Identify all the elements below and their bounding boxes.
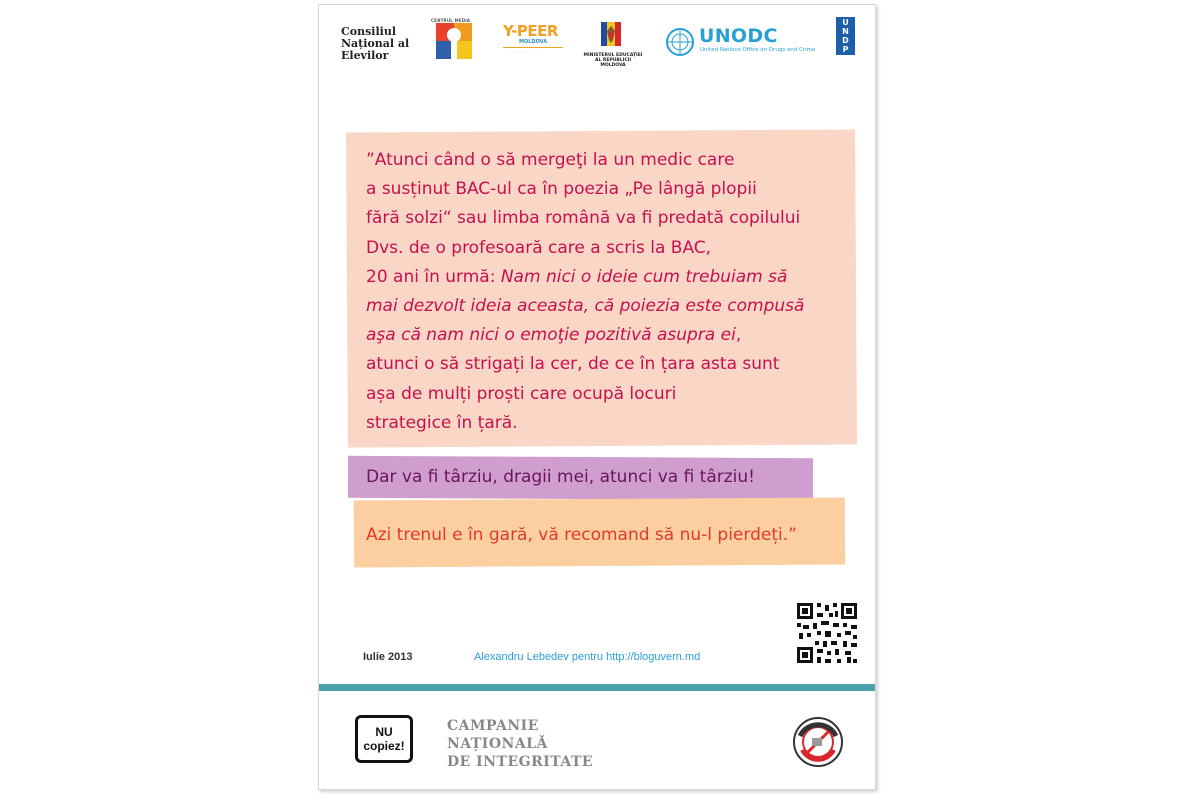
nu-copiez-line-1: NU xyxy=(375,725,393,739)
quote-line: fără solzi“ sau limba română va fi predată copilului xyxy=(366,208,801,229)
nu-copiez-line-2: copiez! xyxy=(363,739,405,753)
ministry-crest-icon xyxy=(601,22,621,52)
quote-line xyxy=(366,321,804,350)
quote-line xyxy=(366,263,804,292)
ypeer-underline xyxy=(503,47,563,48)
cne-line-3: Elevilor xyxy=(341,49,389,62)
ministry-name xyxy=(583,53,643,68)
cne-line-2: Național al xyxy=(341,37,410,50)
undp-letter-p: P xyxy=(842,45,849,54)
centrul-media-logo xyxy=(436,23,472,59)
train-text: Azi trenul e în gară, vă recomand să nu-l pierdeți.” xyxy=(366,525,797,545)
late-warning-text: Dar va fi târziu, dragii mei, atunci va fi târziu! xyxy=(366,467,755,487)
quote-line: așa de mulți proști care ocupă locuri xyxy=(366,383,677,404)
quote-line: a susținut BAC-ul ca în poezia „Pe lângă plopii xyxy=(366,179,757,200)
undp-letter-u: U xyxy=(842,18,849,27)
qr-code-icon[interactable] xyxy=(797,603,857,663)
quote-italic: aşa că nam nici o emoţie pozitivă asupra ei xyxy=(366,325,736,346)
anti-corruption-stamp-icon xyxy=(792,716,844,768)
campaign-title xyxy=(447,717,593,771)
undp-letter-d: D xyxy=(842,36,849,45)
quote-prefix: 20 ani în urmă: xyxy=(366,266,501,287)
campaign-line-1: CAMPANIE xyxy=(447,718,539,734)
ypeer-tagline: · · · · · · · · · · · · · · · · xyxy=(505,50,540,54)
ypeer-logo xyxy=(503,22,565,58)
date-label: Iulie 2013 xyxy=(363,651,413,663)
centrul-media-label: CENTRUL MEDIA xyxy=(431,18,471,23)
un-emblem-icon xyxy=(665,27,695,57)
nu-copiez-logo xyxy=(355,715,413,763)
campaign-line-2: NAȚIONALĂ xyxy=(447,736,548,752)
ministry-line-2: AL REPUBLICII MOLDOVA xyxy=(594,58,632,68)
divider-bar xyxy=(319,684,875,691)
cne-line-1: Consiliul xyxy=(341,25,396,38)
quote-text xyxy=(366,146,804,438)
quote-line: strategice în țară. xyxy=(366,412,518,433)
undp-logo xyxy=(836,17,855,55)
quote-line: atunci o să strigați la cer, de ce în țara asta sunt xyxy=(366,354,780,375)
ypeer-title: Y-PEER xyxy=(503,22,558,40)
credit-link[interactable]: Alexandru Lebedev pentru http://bloguvern.md xyxy=(474,651,701,663)
campaign-line-3: DE INTEGRITATE xyxy=(447,754,594,770)
quote-suffix: , xyxy=(735,325,742,346)
quote-line: Dvs. de o profesoară care a scris la BAC, xyxy=(366,237,712,258)
ypeer-subtitle: MOLDOVA xyxy=(519,39,548,45)
unodc-subtitle: United Nations Office on Drugs and Crime xyxy=(700,47,816,53)
undp-letter-n: N xyxy=(842,27,849,36)
unodc-title: UNODC xyxy=(699,25,778,47)
quote-line: ”Atunci când o să mergeţi la un medic care xyxy=(366,150,735,170)
ministry-line-1: MINISTERUL EDUCAȚIEI xyxy=(583,53,643,58)
quote-italic: Nam nici o ideie cum trebuiam să xyxy=(500,266,788,287)
quote-line: mai dezvolt ideia aceasta, că poiezia este compusă xyxy=(366,296,805,317)
cne-logo-text xyxy=(341,26,409,62)
poster xyxy=(318,4,876,790)
